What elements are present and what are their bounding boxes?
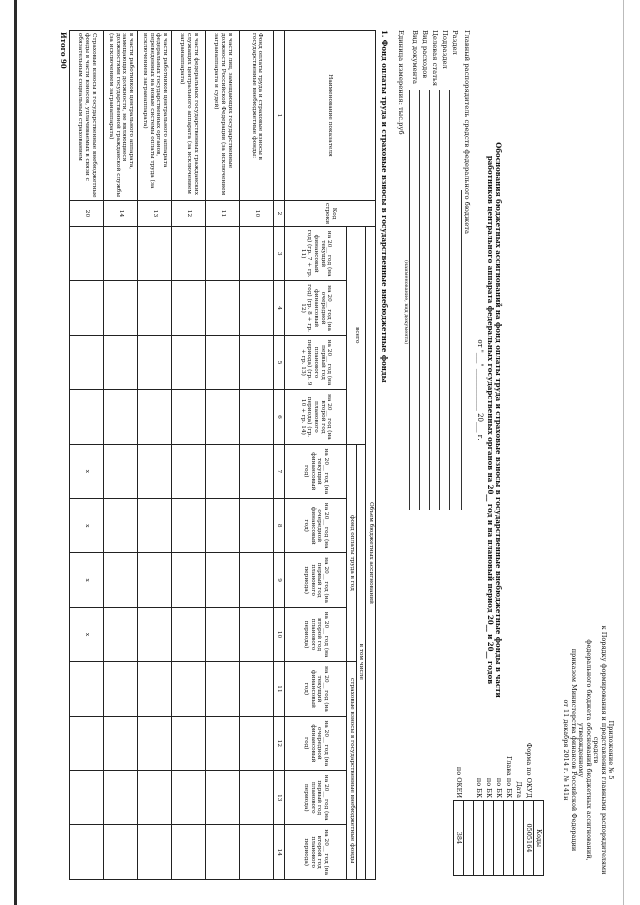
value-cell [206, 335, 240, 389]
rotated-document [20, 20, 620, 890]
value-cell [206, 662, 240, 716]
row-name: Страховые взносы в государственные внебюджетные фонды в части взносов, уплачиваемых в связи с обязательным социальным страхованием [70, 31, 104, 201]
table-row [138, 31, 172, 880]
value-cell [138, 281, 172, 335]
appendix-line: к Порядку формирования и представления главными распорядителями средств [592, 625, 608, 875]
code-value [484, 801, 494, 876]
column-number: 4 [274, 281, 285, 335]
column-number: 3 [274, 227, 285, 281]
value-cell [172, 335, 206, 389]
value-cell [172, 607, 206, 661]
total-row [59, 32, 67, 69]
header-code: Код строки [285, 201, 376, 227]
row-code: 12 [172, 201, 206, 227]
value-cell [104, 335, 138, 389]
fill-line [439, 90, 440, 510]
value-cell [206, 825, 240, 880]
fill-line [429, 90, 430, 510]
value-cell [240, 662, 274, 716]
column-number: 6 [274, 390, 285, 444]
value-cell [206, 227, 240, 281]
header-incl: в том числе [356, 444, 366, 879]
year-col: на 20__ год (на очередной финансовый год) [285, 716, 347, 770]
value-cell [70, 716, 104, 770]
value-cell [172, 716, 206, 770]
table-body [70, 31, 274, 880]
value-cell [138, 771, 172, 825]
value-cell [240, 771, 274, 825]
value-cell [172, 825, 206, 880]
year-col: на 20__ год (на первый год планового периода) [285, 553, 347, 607]
value-cell [240, 716, 274, 770]
code-value [514, 801, 524, 876]
value-cell [104, 444, 138, 498]
table-row [206, 31, 240, 880]
row-code: 14 [104, 201, 138, 227]
value-cell [138, 227, 172, 281]
year-col: на 20__ год (на текущий финансовый год) [285, 444, 347, 498]
value-cell [104, 716, 138, 770]
column-number: 12 [274, 716, 285, 770]
table-row [240, 31, 274, 880]
scan-edge-right [623, 0, 624, 905]
value-cell [104, 499, 138, 553]
code-value [474, 801, 484, 876]
value-cell [104, 390, 138, 444]
code-label: Дата [515, 781, 524, 798]
label-unit: Единица измерения: тыс.руб [397, 30, 405, 135]
label-section: Раздел [451, 30, 459, 55]
value-cell [206, 771, 240, 825]
header-fot: фонд оплаты труда в год [347, 444, 357, 662]
code-label: по ОКЕИ [455, 766, 464, 798]
value-cell [172, 499, 206, 553]
code-label: Глава по БК [505, 755, 514, 798]
value-cell [70, 771, 104, 825]
appendix-line: приказом Министерства финансов Российской Федерации [569, 648, 578, 852]
value-cell [70, 335, 104, 389]
value-cell: x [70, 607, 104, 661]
year-col: на 20__ год (на второй год планового периода) [285, 825, 347, 880]
value-cell [138, 444, 172, 498]
column-number-row [274, 31, 285, 880]
codes-header: Коды [534, 801, 544, 876]
row-code: 20 [70, 201, 104, 227]
code-label: по БК [475, 777, 484, 798]
label-doctype: Вид документа [411, 30, 419, 85]
value-cell [172, 771, 206, 825]
value-cell [138, 607, 172, 661]
code-label: по БК [495, 777, 504, 798]
row-name: в части лиц, замещающих государственные должности Российской Федерации (за исключением загранаппарата и судей) [206, 31, 240, 201]
value-cell [206, 390, 240, 444]
value-cell [172, 662, 206, 716]
column-number: 7 [274, 444, 285, 498]
value-cell [240, 444, 274, 498]
fill-line [409, 90, 410, 510]
year-col: на 20__ год (на второй год планового периода) (гр. 10 + гр. 14) [285, 390, 347, 444]
value-cell [104, 662, 138, 716]
value-cell: x [70, 444, 104, 498]
row-code: 11 [206, 201, 240, 227]
value-cell [206, 281, 240, 335]
value-cell: x [70, 499, 104, 553]
value-cell [240, 281, 274, 335]
year-col: на 20__ год (на очередной финансовый год) (гр. 8 + гр. 12) [285, 281, 347, 335]
header-total: всего [347, 227, 366, 445]
year-col: на 20__ год (на второй год планового периода) [285, 607, 347, 661]
value-cell [172, 390, 206, 444]
value-cell [138, 335, 172, 389]
code-label [464, 576, 474, 801]
appendix-block [562, 620, 614, 880]
value-cell [138, 499, 172, 553]
value-cell [172, 227, 206, 281]
value-cell [206, 444, 240, 498]
value-cell [104, 553, 138, 607]
value-cell: x [70, 553, 104, 607]
code-value: 0505164 [524, 801, 534, 876]
fill-line [461, 190, 462, 510]
total-code: 90 [59, 59, 68, 69]
column-number: 5 [274, 335, 285, 389]
column-number: 14 [274, 825, 285, 880]
header-ins: страховые взносы в государственные внебюджетные фонды [347, 662, 357, 880]
row-name: в части федеральных государственных гражданских служащих центрального аппарата (за исключением загранаппарата) [172, 31, 206, 201]
value-cell [240, 335, 274, 389]
budget-table [69, 30, 376, 880]
code-value [494, 801, 504, 876]
value-cell [206, 499, 240, 553]
table-row [70, 31, 104, 880]
code-value: 384 [454, 801, 464, 876]
value-cell [206, 607, 240, 661]
header-volume: Объем бюджетных ассигнований [366, 227, 376, 880]
header-name: Наименование показателя [285, 31, 376, 201]
appendix-line: от 11 декабря 2014 г. № 141н [562, 699, 571, 801]
value-cell [172, 281, 206, 335]
value-cell [70, 281, 104, 335]
table-row [104, 31, 138, 880]
value-cell [240, 607, 274, 661]
value-cell [138, 716, 172, 770]
date-text: от "___" ____________ 20___ г. [476, 339, 484, 441]
year-col: на 20__ год (на первый год планового периода) [285, 771, 347, 825]
value-cell [240, 390, 274, 444]
appendix-number: Приложение № 5 [607, 720, 615, 780]
code-label: Форма по ОКУД [525, 742, 534, 798]
value-cell [240, 825, 274, 880]
value-cell [70, 662, 104, 716]
row-code: 10 [240, 201, 274, 227]
value-cell [172, 553, 206, 607]
year-col: на 20__ год (на текущий финансовый год) (гр. 7 + гр. 11) [285, 227, 347, 281]
label-subsection: Подраздел [441, 30, 449, 69]
column-number: 1 [274, 31, 285, 201]
column-number: 10 [274, 607, 285, 661]
value-cell [70, 227, 104, 281]
value-cell [138, 390, 172, 444]
section-title: 1. Фонд оплаты труда и страховые взносы в государственные внебюджетные фонды [380, 30, 389, 383]
value-cell [138, 825, 172, 880]
row-name: в части работников центрального аппарата, замещающих должности, не являющиеся должностями государственной гражданской службы (за исключением загранаппарата) [104, 31, 138, 201]
code-value [464, 801, 474, 876]
label-gr: Главный распорядитель средств федерального бюджета [463, 30, 471, 235]
document-title: Обоснования бюджетных ассигнований на фонд оплаты труда и страховые взносы в государственные внебюджетные фонды в части работников центрального аппарата федеральных государственных органов на 20__ год и на плановый период 20__ и 20__ годов [485, 142, 503, 698]
value-cell [206, 716, 240, 770]
value-cell [172, 444, 206, 498]
code-value [504, 801, 514, 876]
column-number: 8 [274, 499, 285, 553]
value-cell [104, 281, 138, 335]
row-name: Фонд оплаты труда и страховые взносы в государственные внебюджетные фонды: [240, 31, 274, 201]
value-cell [104, 771, 138, 825]
value-cell [70, 825, 104, 880]
date-line [476, 240, 484, 540]
row-name: в части работников центрального аппарата федеральных государственных органов, переведенных на новые системы оплаты труда (за исключением загранаппарата) [138, 31, 172, 201]
value-cell [206, 553, 240, 607]
column-number: 2 [274, 201, 285, 227]
table-row [172, 31, 206, 880]
column-number: 9 [274, 553, 285, 607]
fill-line [419, 90, 420, 510]
value-cell [138, 662, 172, 716]
value-cell [104, 227, 138, 281]
total-label: Итого [59, 32, 68, 57]
fill-line [449, 90, 450, 510]
date-note: (наименование, вид документа) [403, 260, 409, 345]
value-cell [240, 553, 274, 607]
value-cell [70, 390, 104, 444]
column-number: 13 [274, 771, 285, 825]
value-cell [104, 825, 138, 880]
year-col: на 20__ год (на первый год планового периода) (гр. 9 + гр. 13) [285, 335, 347, 389]
row-code: 13 [138, 201, 172, 227]
scan-edge [14, 0, 17, 905]
column-number: 11 [274, 662, 285, 716]
value-cell [104, 607, 138, 661]
appendix-line: федерального бюджета обоснований бюджетных ассигнований, утвержденному [577, 639, 593, 861]
value-cell [138, 553, 172, 607]
value-cell [240, 227, 274, 281]
value-cell [240, 499, 274, 553]
code-label: по БК [485, 777, 494, 798]
label-target: Целевая статья [431, 30, 439, 86]
label-exptype: Вид расходов [421, 30, 429, 79]
year-col: на 20__ год (на текущий финансовый год) [285, 662, 347, 716]
year-col: на 20__ год (на очередной финансовый год) [285, 499, 347, 553]
